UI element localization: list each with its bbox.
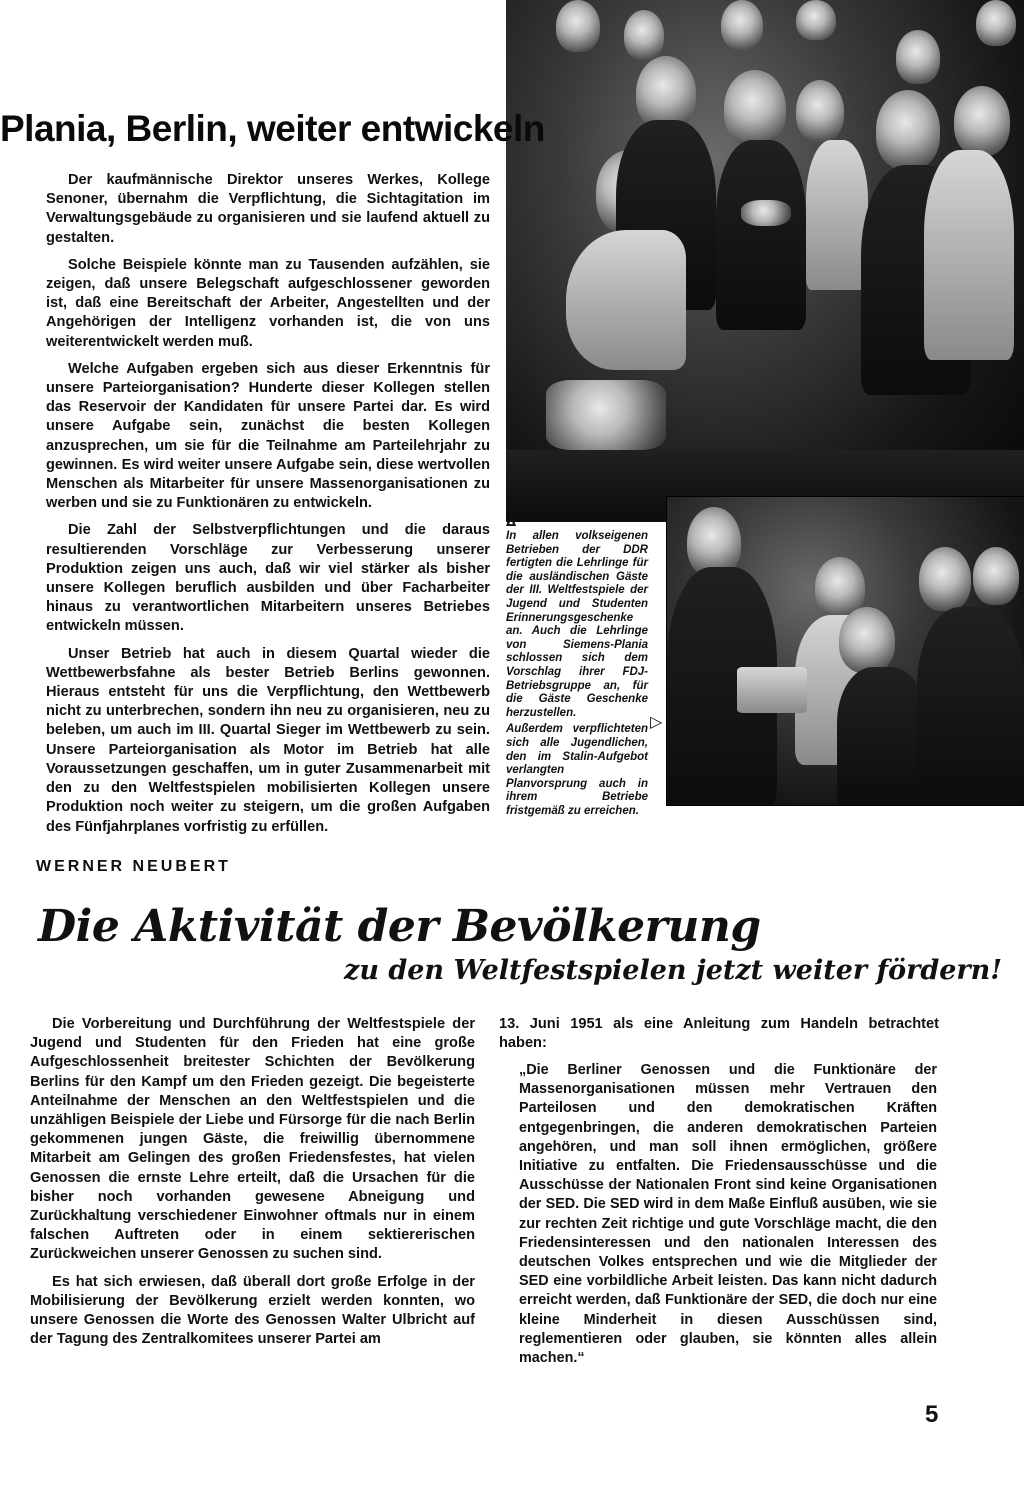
quotation	[519, 1061, 937, 1368]
paragraph: Es hat sich erwiesen, daß überall dort große Erfolge in der Mobilisierung der Bevölkerung erzielt werden konnten, wo unsere Genossen die Worte des Genossen Walter Ulbricht auf der Tagung des Zentralkomitees unserer Partei am	[30, 1273, 475, 1348]
article-headline: Plania, Berlin, weiter entwickeln	[0, 108, 545, 149]
paragraph: Unser Betrieb hat auch in diesem Quartal wieder die Wettbewerbsfahne als bester Betrieb Berlins gewonnen. Hieraus entsteht für uns die Verpflichtung, den Wettbewerb nicht zu unterbrechen, sondern ihn neu zu organisieren, neu zu beleben, um auch im III. Quartal Sieger im Wettbewerb zu sein. Unsere Parteiorganisation als Motor im Betrieb hat alle Voraussetzungen geschaffen, um in guter Zusammenarbeit mit den zu den Weltfestspielen mobilisierten Kollegen unsere Produktion noch weiter zu steigern, um die großen Aufgaben des Fünfjahrplanes vorfristig zu erfüllen.	[46, 645, 490, 835]
article2-left-column	[30, 1015, 475, 1357]
article2-right-column	[499, 1015, 939, 1061]
paragraph: Die Vorbereitung und Durchführung der Weltfestspiele der Jugend und Studenten für den Frieden hat eine große Aufgeschlossenheit breitester Schichten der Bevölkerung Berlins für den Kampf um den Frieden gezeigt. Die begeisterte Anteilnahme der Menschen an den Weltfestspielen und die unzähligen Beispiele der Liebe und Fürsorge für die nach Berlin gekommenen jungen Gäste, die freiwillig übernommene Mitarbeit am Gelingen des großen Friedensfestes, hat vielen Genossen die ernste Lehre erteilt, daß die Ursachen für die bisher noch vorhanden gewesene Abneigung und Zurückhaltung verschiedener Einwohner oftmals nur in einem falschen Auftreten oder in einem sektiererischen Zurückweichen unserer Genossen zu suchen sind.	[30, 1016, 475, 1263]
author-name: WERNER NEUBERT	[36, 858, 231, 875]
page-number: 5	[925, 1401, 939, 1428]
paragraph: Die Zahl der Selbstverpflichtungen und die daraus resultierenden Vorschläge zur Verbesserung unserer Produktion zeigen uns auch, daß wir viel stärker als bisher unsere Kollegen beruflich ausbilden und über Facharbeiter hinaus zu verantwortlichen Mitarbeitern unseres Betriebes entwickeln müssen.	[46, 522, 490, 635]
article-body-column	[46, 171, 490, 845]
quote-text: „Die Berliner Genossen und die Funktionäre der Massenorganisationen müssen mehr Vertrauen den Parteilosen und den demokratischen Kräften entgegenbringen, die anderen demokratischen Parteien angehören, und man soll ihnen ermöglichen, größere Initiative zu entfalten. Die Friedensausschüsse und die Ausschüsse der Nationalen Front sind keine Organisationen der SED. Die SED wird in dem Maße Einfluß ausüben, wie sie zur rechten Zeit richtige und gute Vorschläge macht, die den Friedensinteressen und den nationalen Interessen des deutschen Volkes entsprechen und wie die Mitglieder der SED eine vorbildliche Arbeit leisten. Das kann nicht dadurch erreicht werden, daß Funktionäre der SED, die doch nur eine kleine Minderheit in diesen Ausschüssen sind, reglementieren oder glauben, sie könnten alles allein machen.“	[519, 1062, 937, 1367]
arrow-right-icon: ▷	[650, 712, 663, 731]
paragraph: Der kaufmännische Direktor unseres Werkes, Kollege Senoner, übernahm die Verpflichtung, die Sichtagitation im Verwaltungsgebäude zu organisieren und sie laufend aktuell zu gestalten.	[46, 172, 490, 246]
photo-apprentices-group	[506, 0, 1024, 522]
article-subtitle: zu den Weltfestspielen jetzt weiter fördern!	[344, 955, 1003, 986]
paragraph: Welche Aufgaben ergeben sich aus dieser Erkenntnis für unsere Parteiorganisation? Hunderte dieser Kollegen stellen das Reservoir der Kandidaten für unsere Partei dar. Es wird unsere Aufgabe sein, zunächst die besten Kollegen anzusprechen, um sie für die Teilnahme am Parteilehrjahr zu gewinnen. Es wird weiter unsere Aufgabe sein, diese wertvollen Menschen als Mitarbeiter für unsere Massenorganisationen zu werben und sie zu Funktionären zu entwickeln.	[46, 360, 490, 512]
article-title: Die Aktivität der Bevölkerung	[38, 901, 761, 952]
arrow-up-icon: Δ	[506, 515, 517, 530]
paragraph: 13. Juni 1951 als eine Anleitung zum Handeln betrachtet haben:	[499, 1016, 939, 1052]
paragraph: Solche Beispiele könnte man zu Tausenden aufzählen, sie zeigen, daß unsere Belegschaft aufgeschlossener geworden ist, daß eine Bereitschaft der Arbeiter, Angestellten und der Angehörigen der Intelligenz vorhanden ist, die von uns weiterentwickelt werden muß.	[46, 256, 490, 350]
photo-presenting-gifts	[666, 496, 1024, 806]
caption-text: In allen volkseigenen Betrieben der DDR fertigten die Lehrlinge für die ausländischen Gäste der III. Weltfestspiele der Jugend und Studenten Erinnerungsgeschenke an. Auch die Lehrlinge von Siemens-Plania schlossen sich dem Vorschlag ihrer FDJ-Betriebsgruppe an, für die Gäste Geschenke herzustellen.	[506, 530, 648, 719]
caption-text: Außerdem verpflichteten sich alle Jugendlichen, den im Stalin-Aufgebot verlangten Planvorsprung auch in ihrem Betriebe fristgemäß zu erreichen.	[506, 723, 648, 817]
photo-caption	[506, 516, 648, 821]
